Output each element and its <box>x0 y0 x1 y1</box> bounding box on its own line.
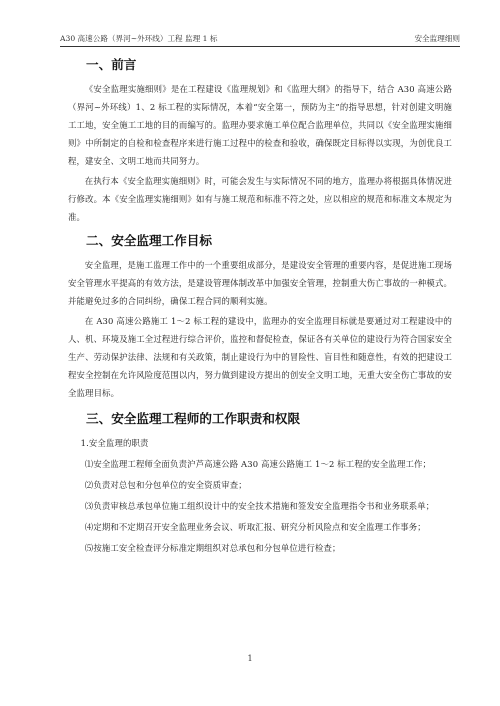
header-project-title: A30 高速公路（界河~外环线）工程 监理 1 标 <box>60 34 218 43</box>
page-header <box>60 32 460 47</box>
duty-item-3: ⑶负责审核总承包单位施工组织设计中的安全技术措施和签发安全监理指令书和业务联系单； <box>84 501 435 511</box>
preface-paragraph-1: 《安全监理实施细则》是在工程建设《监理规划》和《监理大纲》的指导下，结合 A30 高速公路（界河~外环线）1、2 标工程的实际情况，本着“安全第一，预防为主”的指导思想，针对创建文明施工工地，安全施工工地的目的而编写的。监理办要求施工单位配合监理单位，共同以《安全监理实施细则》中所制定的自检和检查程序来进行施工过程中的检查和验收，确保既定目标得以实现，为创优良工程，建安全、文明工地而共同努力。 <box>68 84 452 166</box>
duty-item-4: ⑷定期和不定期召开安全监理业务会议、听取汇报、研究分析风险点和安全监理工作事务； <box>84 522 426 532</box>
duty-item-1: ⑴安全监理工程师全面负责沪芦高速公路 A30 高速公路施工 1～2 标工程的安全监理工作； <box>84 459 432 469</box>
duty-item-2: ⑵负责对总包和分包单位的安全资质审查； <box>84 480 247 490</box>
goals-paragraph-2: 在 A30 高速公路施工 1～2 标工程的建设中，监理办的安全监理目标就是要通过对工程建设中的人、机、环境及施工全过程进行综合评价，监控和督促检查，保证各有关单位的建设行为符合国家安全生产、劳动保护法律、法规和有关政策，制止建设行为中的冒险性、盲目性和随意性，有效的把建设工程安全控制在允许风险度范围以内，努力做到建设方提出的创安全文明工地，无重大安全伤亡事故的安全监理目标。 <box>68 316 452 398</box>
section-heading-duties: 三、安全监理工程师的工作职责和权限 <box>86 411 301 426</box>
page-number: 1 <box>247 654 253 663</box>
section-heading-goals: 二、安全监理工作目标 <box>86 233 212 248</box>
document-body <box>68 52 452 560</box>
duty-item-5: ⑸按施工安全检查评分标准定期组织对总承包和分包单位进行检查； <box>84 543 341 553</box>
goals-paragraph-1: 安全监理，是施工监理工作中的一个重要组成部分，是建设安全管理的重要内容，是促进施工现场安全管理水平提高的有效方法，是建设管理体制改革中加强安全管理，控制重大伤亡事故的一种模式。并能避免过多的合同纠纷，确保工程合同的顺利实施。 <box>68 260 452 306</box>
preface-paragraph-2: 在执行本《安全监理实施细则》时，可能会发生与实际情况不同的地方，监理办将根据具体情况进行修改。本《安全监理实施细则》如有与施工规范和标准不符之处，应以相应的规范和标准文本规定为准。 <box>68 176 452 222</box>
header-document-title: 安全监理细则 <box>414 34 460 43</box>
section-heading-preface: 一、前言 <box>86 57 137 72</box>
duties-subheading: 1.安全监理的职责 <box>80 438 149 448</box>
